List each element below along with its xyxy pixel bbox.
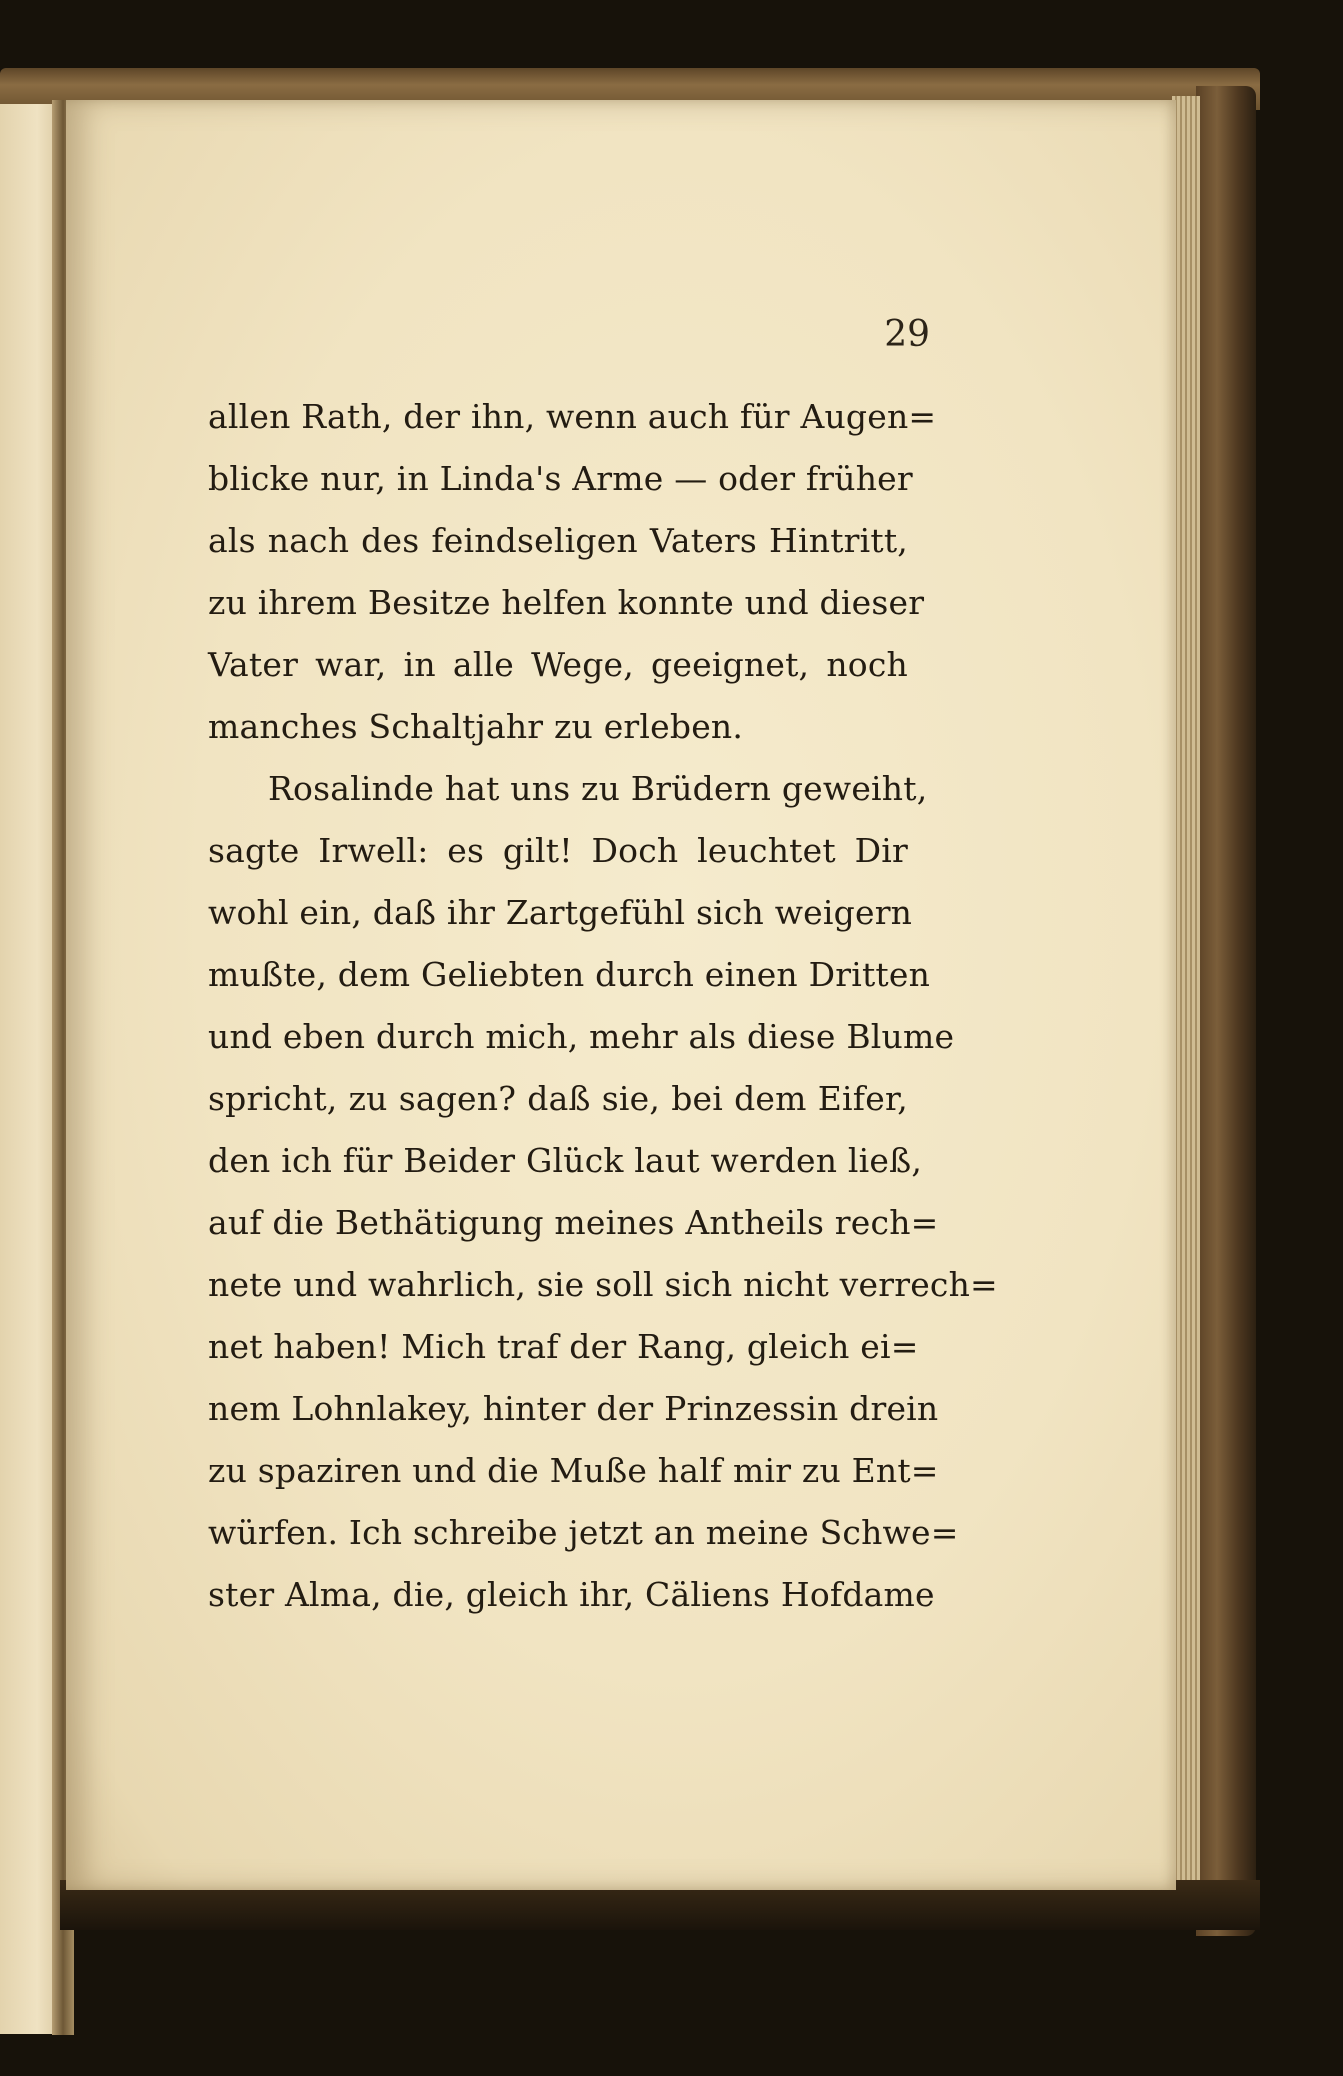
text-line: sagte Irwell: es gilt! Doch leuchtet Dir: [208, 831, 908, 870]
text-line: Vater war, in alle Wege, geeignet, noch: [208, 645, 908, 684]
text-line: und eben durch mich, mehr als diese Blume: [208, 1017, 955, 1056]
page-body-text: [208, 386, 998, 1626]
page-number: 29: [884, 314, 930, 355]
text-line: nem Lohnlakey, hinter der Prinzessin drein: [208, 1389, 939, 1428]
text-line: ster Alma, die, gleich ihr, Cäliens Hofdame: [208, 1575, 935, 1614]
text-line: würfen. Ich schreibe jetzt an meine Schwe=: [208, 1513, 959, 1552]
text-line: wohl ein, daß ihr Zartgefühl sich weigern: [208, 893, 913, 932]
text-line: manches Schaltjahr zu erleben.: [208, 707, 744, 746]
text-line: zu spaziren und die Muße half mir zu Ent=: [208, 1451, 939, 1490]
text-line: Rosalinde hat uns zu Brüdern geweiht,: [268, 769, 928, 808]
text-line: zu ihrem Besitze helfen konnte und dieser: [208, 583, 925, 622]
text-line: spricht, zu sagen? daß sie, bei dem Eifer,: [208, 1079, 908, 1118]
text-line: nete und wahrlich, sie soll sich nicht verrech=: [208, 1265, 998, 1304]
text-line: allen Rath, der ihn, wenn auch für Augen=: [208, 397, 937, 436]
text-line: blicke nur, in Linda's Arme — oder früher: [208, 459, 913, 498]
page-stack-edge: [1172, 96, 1200, 1896]
text-line: als nach des feindseligen Vaters Hintritt,: [208, 521, 908, 560]
book-cover-edge: [1196, 86, 1256, 1936]
text-line: net haben! Mich traf der Rang, gleich ei=: [208, 1327, 919, 1366]
text-line: den ich für Beider Glück laut werden ließ,: [208, 1141, 923, 1180]
text-line: auf die Bethätigung meines Antheils rech=: [208, 1203, 939, 1242]
text-line: mußte, dem Geliebten durch einen Dritten: [208, 955, 931, 994]
